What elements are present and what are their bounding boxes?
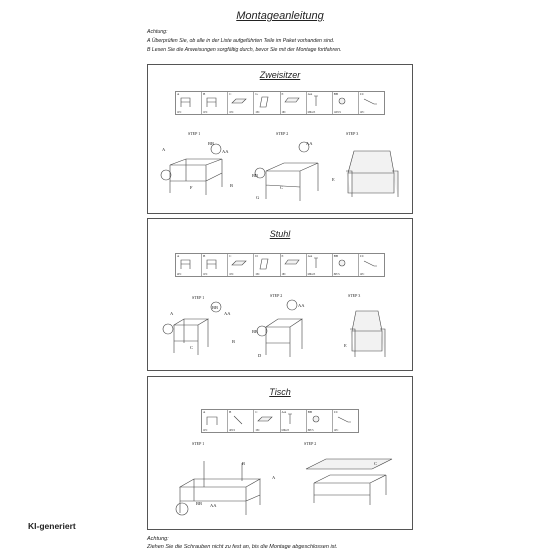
- part-label: B: [242, 461, 246, 466]
- step-label: STEP 3: [348, 293, 361, 298]
- chair-part-icon: [205, 95, 219, 109]
- chair-part-icon: [179, 257, 193, 271]
- step-label: STEP 3: [346, 131, 359, 136]
- step-label: STEP 1: [192, 441, 205, 446]
- section-title: Stuhl: [269, 229, 291, 239]
- intro-line-b: B Lesen Sie die Anweisungen sorgfältig durch, bevor Sie mit der Montage fortfahren.: [147, 47, 342, 53]
- section-title: Zweisitzer: [259, 70, 301, 80]
- part-label: C: [280, 185, 284, 190]
- section-zweisitzer: [147, 64, 413, 214]
- parts-strip: [175, 91, 385, 115]
- part-label: E: [332, 177, 335, 182]
- assembly-drawing: [156, 303, 406, 367]
- part-cell: A 2PC: [176, 254, 202, 276]
- footer-note: [147, 535, 337, 551]
- washer-icon: [310, 413, 322, 425]
- panel-part-icon: [284, 95, 300, 105]
- allen-key-icon: [362, 257, 378, 269]
- frame-part-icon: [231, 95, 247, 107]
- assembly-drawing: [166, 451, 406, 527]
- washer-icon: [336, 257, 348, 269]
- part-cell: A 1PC: [176, 92, 202, 114]
- part-label: BB: [252, 329, 259, 334]
- section-tisch: [147, 376, 413, 530]
- intro-line-a: A Überprüfen Sie, ob alle in der Liste aufgeführten Teile im Paket vorhanden sind.: [147, 38, 335, 44]
- page-title: Montageanleitung: [236, 10, 324, 22]
- part-cell: A 1PC: [202, 410, 228, 432]
- part-label: B: [230, 183, 234, 188]
- part-cell: C 1PC: [228, 254, 254, 276]
- allen-key-icon: [362, 95, 378, 107]
- intro-note: [147, 28, 447, 55]
- part-label: C: [374, 461, 378, 466]
- chair-part-icon: [179, 95, 193, 109]
- footer-text: Ziehen Sie die Schrauben nicht zu fest an, bis die Montage abgeschlossen ist.: [147, 544, 338, 550]
- part-label: BB: [252, 173, 259, 178]
- footer-heading: Achtung:: [147, 536, 169, 542]
- allen-key-icon: [336, 413, 352, 425]
- step-label: STEP 2: [276, 131, 289, 136]
- part-label: E: [344, 343, 347, 348]
- ai-generated-watermark: KI-generiert: [28, 521, 76, 531]
- backrest-part-icon: [257, 257, 271, 271]
- part-cell: B 4PCS: [228, 410, 254, 432]
- chair-part-icon: [205, 257, 219, 271]
- part-label: A: [170, 311, 174, 316]
- part-label: AA: [210, 503, 217, 508]
- part-label: BB: [196, 501, 203, 506]
- part-cell: AA M6x25: [281, 410, 307, 432]
- part-cell: AA M6x25: [307, 92, 333, 114]
- part-cell: B 1PC: [202, 254, 228, 276]
- parts-strip: [175, 253, 385, 277]
- bolt-icon: [310, 95, 322, 107]
- part-label: B: [232, 339, 236, 344]
- part-cell: CC 1PC: [359, 254, 384, 276]
- step-label: STEP 1: [192, 295, 205, 300]
- part-cell: BB 8PCS: [333, 254, 359, 276]
- part-label: A: [162, 147, 166, 152]
- part-label: G: [256, 195, 260, 200]
- part-label: A: [272, 475, 276, 480]
- washer-icon: [336, 95, 348, 107]
- part-label: BB: [208, 141, 215, 146]
- parts-strip: [201, 409, 359, 433]
- part-label: D: [258, 353, 262, 358]
- part-cell: E 1PC: [281, 92, 307, 114]
- part-cell: D 1PC: [254, 254, 280, 276]
- part-cell: B 1PC: [202, 92, 228, 114]
- glass-top-icon: [257, 413, 273, 425]
- part-label: C: [190, 345, 194, 350]
- section-stuhl: [147, 218, 413, 371]
- part-label: AA: [306, 141, 313, 146]
- part-label: AA: [298, 303, 305, 308]
- part-cell: AA M6x25: [307, 254, 333, 276]
- step-label: STEP 2: [304, 441, 317, 446]
- leg-part-icon: [231, 413, 245, 427]
- part-label: BB: [212, 305, 219, 310]
- panel-part-icon: [284, 257, 300, 267]
- frame-part-icon: [205, 413, 219, 427]
- part-cell: C 1PC: [228, 92, 254, 114]
- step-label: STEP 2: [270, 293, 283, 298]
- part-label: F: [190, 185, 193, 190]
- part-cell: BB 8PCS: [307, 410, 333, 432]
- backrest-part-icon: [257, 95, 271, 109]
- bolt-icon: [284, 413, 296, 425]
- part-cell: C 1PC: [254, 410, 280, 432]
- part-cell: G 1PC: [254, 92, 280, 114]
- part-label: AA: [222, 149, 229, 154]
- part-label: AA: [224, 311, 231, 316]
- section-title: Tisch: [269, 387, 291, 397]
- frame-part-icon: [231, 257, 247, 269]
- part-cell: BB 12PCS: [333, 92, 359, 114]
- part-cell: CC 1PC: [333, 410, 358, 432]
- part-cell: E 1PC: [281, 254, 307, 276]
- part-cell: CC 1PC: [359, 92, 384, 114]
- bolt-icon: [310, 257, 322, 269]
- intro-heading: Achtung:: [147, 29, 168, 35]
- assembly-drawing: [156, 141, 406, 211]
- step-label: STEP 1: [188, 131, 201, 136]
